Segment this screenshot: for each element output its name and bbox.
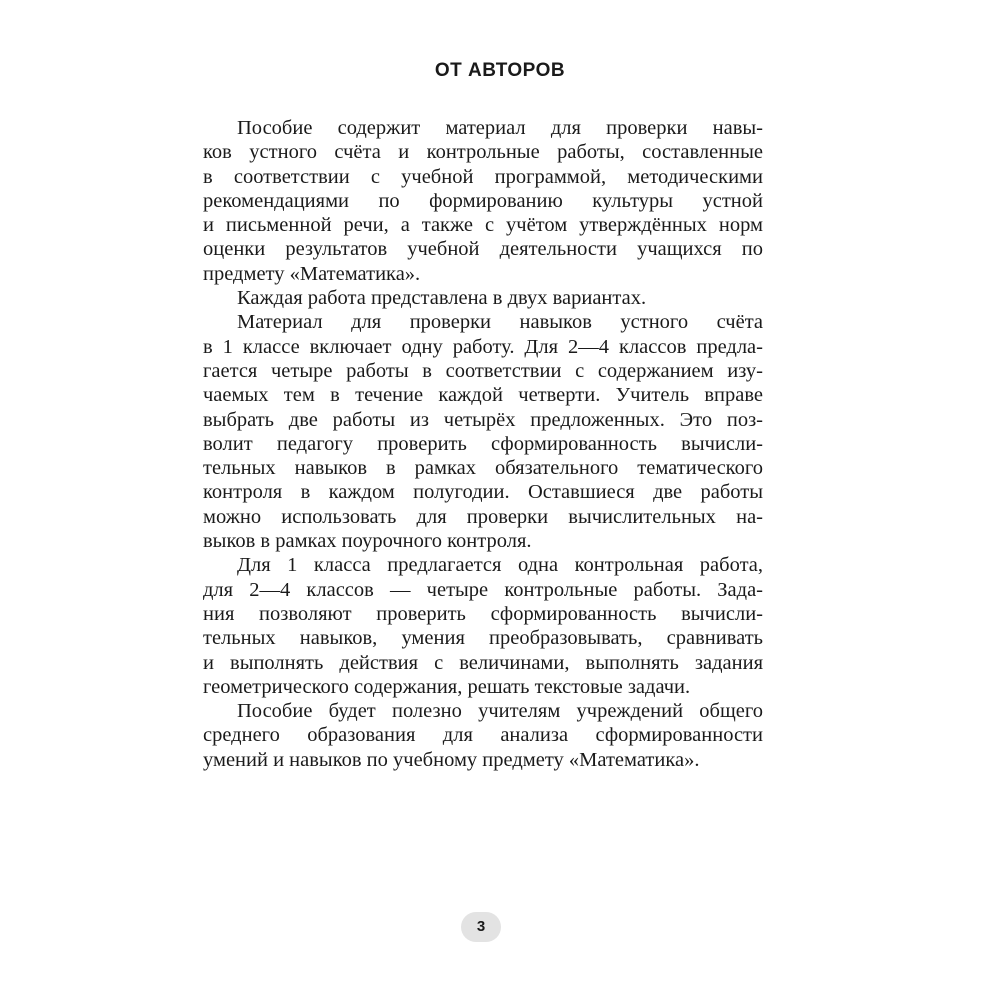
text-line: Пособие содержит материал для проверки навы- [237,117,763,139]
page-heading: ОТ АВТОРОВ [434,60,566,81]
paragraph [203,699,763,772]
text-line: Каждая работа представлена в двух вариантах. [237,287,647,310]
text-line: для 2—4 классов — четыре контрольные работы. Зада- [203,578,763,601]
paragraph [203,310,763,553]
text-line: в соответствии с учебной программой, методическими [203,165,763,188]
text-line: умений и навыков по учебному предмету «Математика». [203,748,700,771]
paragraph [203,116,763,286]
text-line: предмету «Математика». [203,262,421,285]
text-line: выков в рамках поурочного контроля. [203,530,532,553]
page-number-badge [461,912,501,942]
text-line: тельных навыков, умения преобразовывать, сравнивать [203,627,763,650]
text-line: ния позволяют проверить сформированность вычисли- [203,602,763,625]
text-line: выбрать две работы из четырёх предложенных. Это поз- [203,408,763,431]
text-line: чаемых тем в течение каждой четверти. Учитель вправе [203,384,763,407]
page-number: 3 [476,918,486,935]
text-line: можно использовать для проверки вычислительных на- [203,505,763,528]
text-line: Для 1 класса предлагается одна контрольная работа, [237,554,763,577]
text-line: геометрического содержания, решать текстовые задачи. [203,675,691,698]
text-line: Пособие будет полезно учителям учреждений общего [237,700,763,723]
text-line: рекомендациями по формированию культуры устной [203,189,763,212]
text-line: Материал для проверки навыков устного счёта [237,311,763,334]
text-line: и выполнять действия с величинами, выполнять задания [203,651,763,674]
body-text [203,116,763,772]
text-line: ков устного счёта и контрольные работы, составленные [203,141,763,164]
text-line: контроля в каждом полугодии. Оставшиеся две работы [203,481,763,504]
text-line: волит педагогу проверить сформированность вычисли- [203,432,763,455]
text-line: среднего образования для анализа сформированности [203,724,763,747]
text-line: гается четыре работы в соответствии с содержанием изу- [203,359,763,382]
paragraph [203,286,763,310]
text-line: и письменной речи, а также с учётом утверждённых норм [203,214,763,237]
text-line: тельных навыков в рамках обязательного тематического [203,457,763,480]
text-line: в 1 классе включает одну работу. Для 2—4 классов предла- [203,335,763,358]
paragraph [203,553,763,699]
text-line: оценки результатов учебной деятельности учащихся по [203,238,763,261]
